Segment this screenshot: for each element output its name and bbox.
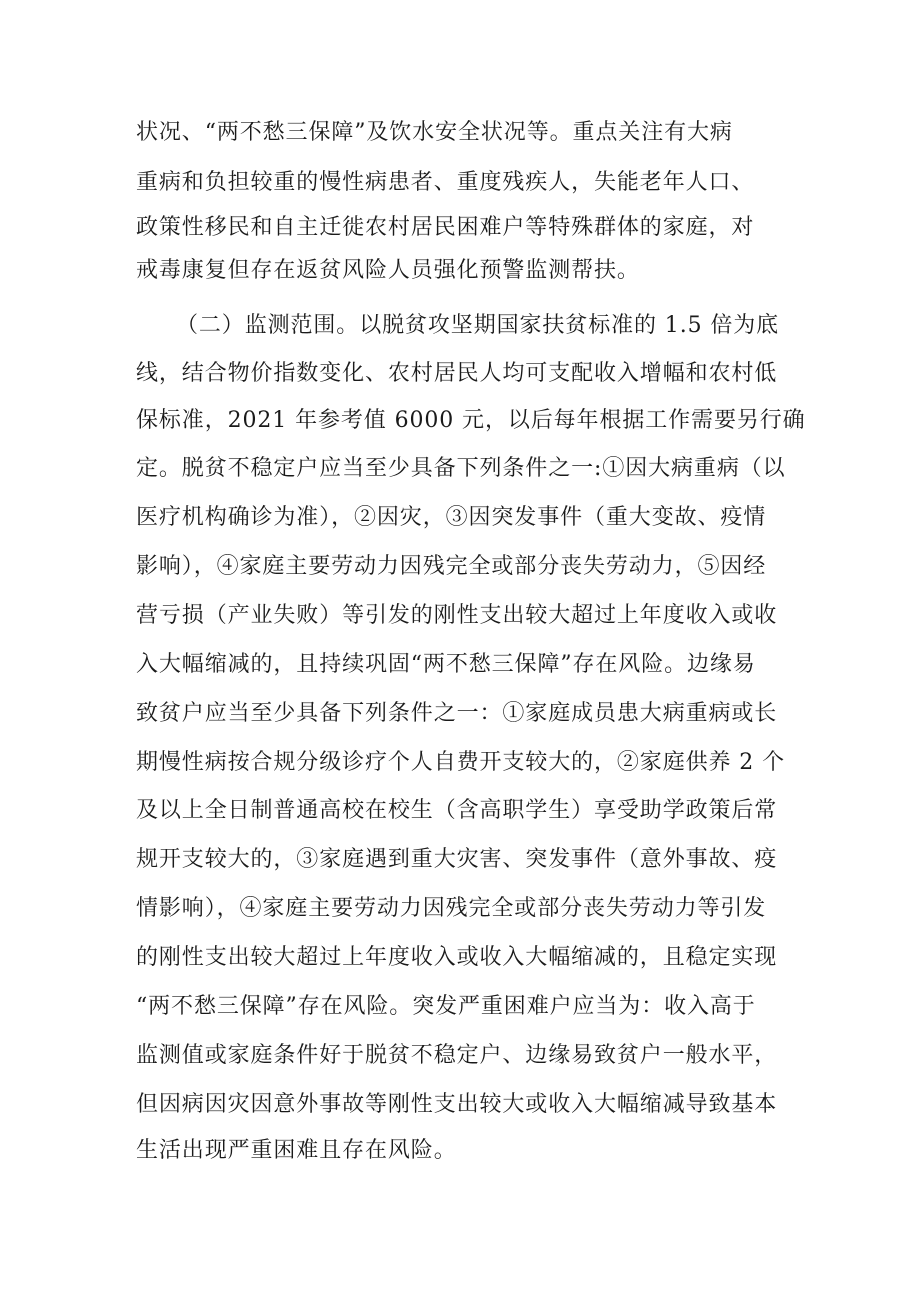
paragraph-2-line-2: 线，结合物价指数变化、农村居民人均可支配收入增幅和农村低 <box>136 361 778 386</box>
paragraph-2-line-11: 及以上全日制普通高校在校生（含高职学生）享受助学政策后常 <box>136 798 778 823</box>
paragraph-2-line-16: 监测值或家庭条件好于脱贫不稳定户、边缘易致贫户一般水平， <box>136 1043 778 1068</box>
paragraph-1-line-2: 重病和负担较重的慢性病患者、重度残疾人，失能老年人口、 <box>136 170 755 195</box>
paragraph-2-line-4: 定。脱贫不稳定户应当至少具备下列条件之一:①因大病重病（以 <box>136 456 786 481</box>
paragraph-2-line-12: 规开支较大的，③家庭遇到重大灾害、突发事件（意外事故、疫 <box>136 847 778 872</box>
paragraph-2-line-8: 入大幅缩减的，且持续巩固“两不愁三保障”存在风险。边缘易 <box>136 652 756 677</box>
paragraph-2-line-17: 但因病因灾因意外事故等刚性支出较大或收入大幅缩减导致基本 <box>136 1092 778 1117</box>
paragraph-2-line-9: 致贫户应当至少具备下列条件之一：①家庭成员患大病重病或长 <box>136 701 778 726</box>
paragraph-2-line-1: （二）监测范围。以脱贫攻坚期国家扶贫标准的 1.5 倍为底 <box>176 313 780 338</box>
paragraph-2-line-14: 的刚性支出较大超过上年度收入或收入大幅缩减的，且稳定实现 <box>136 945 778 970</box>
paragraph-2-line-10: 期慢性病按合规分级诊疗个人自费开支较大的，②家庭供养 2 个 <box>136 750 785 775</box>
paragraph-2-line-13: 情影响），④家庭主要劳动力因残完全或部分丧失劳动力等引发 <box>136 896 767 921</box>
paragraph-2-line-5: 医疗机构确诊为准），②因灾，③因突发事件（重大变故、疫情 <box>136 505 767 530</box>
paragraph-2-line-18: 生活出现严重困难且存在风险。 <box>136 1138 457 1163</box>
paragraph-2-line-15: “两不愁三保障”存在风险。突发严重困难户应当为：收入高于 <box>136 994 756 1019</box>
paragraph-2-line-7: 营亏损（产业失败）等引发的刚性支出较大超过上年度收入或收 <box>136 603 778 628</box>
paragraph-1-line-3: 政策性移民和自主迁徙农村居民困难户等特殊群体的家庭，对 <box>136 215 755 240</box>
paragraph-2-line-3: 保标准，2021 年参考值 6000 元，以后每年根据工作需要另行确 <box>136 408 806 433</box>
paragraph-2-line-6: 影响），④家庭主要劳动力因残完全或部分丧失劳动力，⑤因经 <box>136 554 767 579</box>
paragraph-1-line-4: 戒毒康复但存在返贫风险人员强化预警监测帮扶。 <box>136 258 640 283</box>
paragraph-1-line-1: 状况、“两不愁三保障”及饮水安全状况等。重点关注有大病 <box>136 120 733 145</box>
